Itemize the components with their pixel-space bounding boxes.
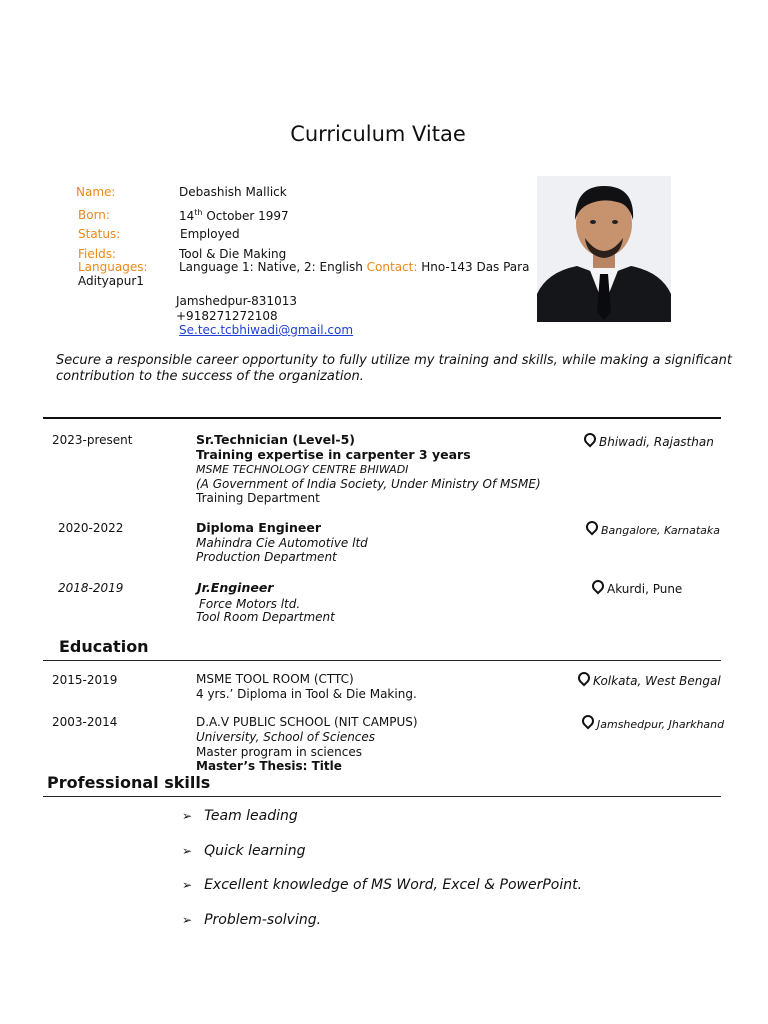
languages-line <box>179 260 529 274</box>
born-suffix: th <box>194 208 203 217</box>
skill-item <box>182 843 305 859</box>
map-pin-icon <box>576 670 593 687</box>
education-2-period: 2003-2014 <box>52 715 118 729</box>
education-1-detail: 4 yrs.’ Diploma in Tool & Die Making. <box>196 687 417 701</box>
contact-address-line2: Adityapur1 <box>78 274 144 288</box>
section-divider <box>43 417 721 419</box>
skill-text: Excellent knowledge of MS Word, Excel & PowerPoint. <box>204 877 583 893</box>
fields-label: Fields: <box>78 247 116 261</box>
experience-1-location-text: Bhiwadi, Rajasthan <box>599 435 714 449</box>
experience-1-subtitle: Training expertise in carpenter 3 years <box>196 447 471 462</box>
born-label: Born: <box>78 208 110 222</box>
arrow-bullet-icon: ➢ <box>182 809 193 823</box>
contact-address-line1: Hno-143 Das Para <box>417 260 530 274</box>
map-pin-icon <box>584 519 601 536</box>
contact-label: Contact: <box>366 260 418 274</box>
experience-1-title: Sr.Technician (Level-5) <box>196 432 356 447</box>
born-value <box>179 208 289 223</box>
languages-label: Languages: <box>78 260 148 274</box>
education-2-location <box>582 716 724 731</box>
education-heading: Education <box>59 637 149 656</box>
skill-item <box>182 808 298 824</box>
email-link[interactable]: Se.tec.tcbhiwadi@gmail.com <box>179 323 354 337</box>
experience-3-department: Tool Room Department <box>196 610 335 624</box>
fields-value: Tool & Die Making <box>179 247 287 261</box>
skills-heading: Professional skills <box>47 773 211 792</box>
experience-1-period: 2023-present <box>52 433 133 447</box>
education-2-detail-3: Master’s Thesis: Title <box>196 759 342 773</box>
profile-photo <box>537 176 671 322</box>
experience-1-department: Training Department <box>196 491 320 505</box>
skill-item <box>182 912 321 928</box>
experience-3-location-text: Akurdi, Pune <box>607 582 683 596</box>
skill-text: Quick learning <box>204 843 306 859</box>
education-2-location-text: Jamshedpur, Jharkhand <box>597 718 725 731</box>
experience-1-org-detail: (A Government of India Society, Under Ministry Of MSME) <box>196 477 541 491</box>
education-2-detail-1: University, School of Sciences <box>196 730 376 744</box>
arrow-bullet-icon: ➢ <box>182 844 193 858</box>
languages-value: Language 1: Native, 2: English <box>179 260 367 274</box>
skill-text: Problem-solving. <box>204 912 322 928</box>
arrow-bullet-icon: ➢ <box>182 878 193 892</box>
skill-item <box>182 877 582 893</box>
education-2-title: D.A.V PUBLIC SCHOOL (NIT CAMPUS) <box>196 715 418 729</box>
experience-2-period: 2020-2022 <box>58 521 124 535</box>
experience-3-title: Jr.Engineer <box>197 580 274 595</box>
education-2-detail-2: Master program in sciences <box>196 745 362 759</box>
experience-2-location <box>586 522 720 537</box>
phone-number: +918271272108 <box>176 309 278 323</box>
status-value: Employed <box>180 227 240 241</box>
status-label: Status: <box>78 227 121 241</box>
name-label: Name: <box>76 185 116 199</box>
arrow-bullet-icon: ➢ <box>182 913 193 927</box>
education-divider <box>43 660 721 661</box>
map-pin-icon <box>590 578 607 595</box>
experience-1-location <box>584 434 714 449</box>
education-1-location <box>578 673 721 688</box>
person-photo-illustration <box>537 176 671 322</box>
education-1-period: 2015-2019 <box>52 673 118 687</box>
experience-2-department: Production Department <box>196 550 337 564</box>
experience-3-org: Force Motors ltd. <box>199 597 301 611</box>
education-1-title: MSME TOOL ROOM (CTTC) <box>196 672 354 686</box>
experience-2-org: Mahindra Cie Automotive ltd <box>196 536 368 550</box>
experience-2-location-text: Bangalore, Karnataka <box>601 524 721 537</box>
experience-2-title: Diploma Engineer <box>196 520 321 535</box>
page-title: Curriculum Vitae <box>290 122 466 146</box>
map-pin-icon <box>582 431 599 448</box>
skill-text: Team leading <box>204 808 298 824</box>
career-objective: Secure a responsible career opportunity to fully utilize my training and skills, while making a significant contribution to the success of the organization. <box>56 353 732 384</box>
born-month-year: October 1997 <box>202 209 289 223</box>
name-value: Debashish Mallick <box>179 185 287 199</box>
born-day: 14 <box>179 209 195 223</box>
experience-1-org: MSME TECHNOLOGY CENTRE BHIWADI <box>196 463 409 476</box>
experience-3-location <box>592 581 682 596</box>
contact-address-line3: Jamshedpur-831013 <box>176 294 297 308</box>
experience-3-period: 2018-2019 <box>58 581 124 595</box>
education-1-location-text: Kolkata, West Bengal <box>593 674 721 688</box>
skills-divider <box>43 796 721 797</box>
map-pin-icon <box>580 713 597 730</box>
